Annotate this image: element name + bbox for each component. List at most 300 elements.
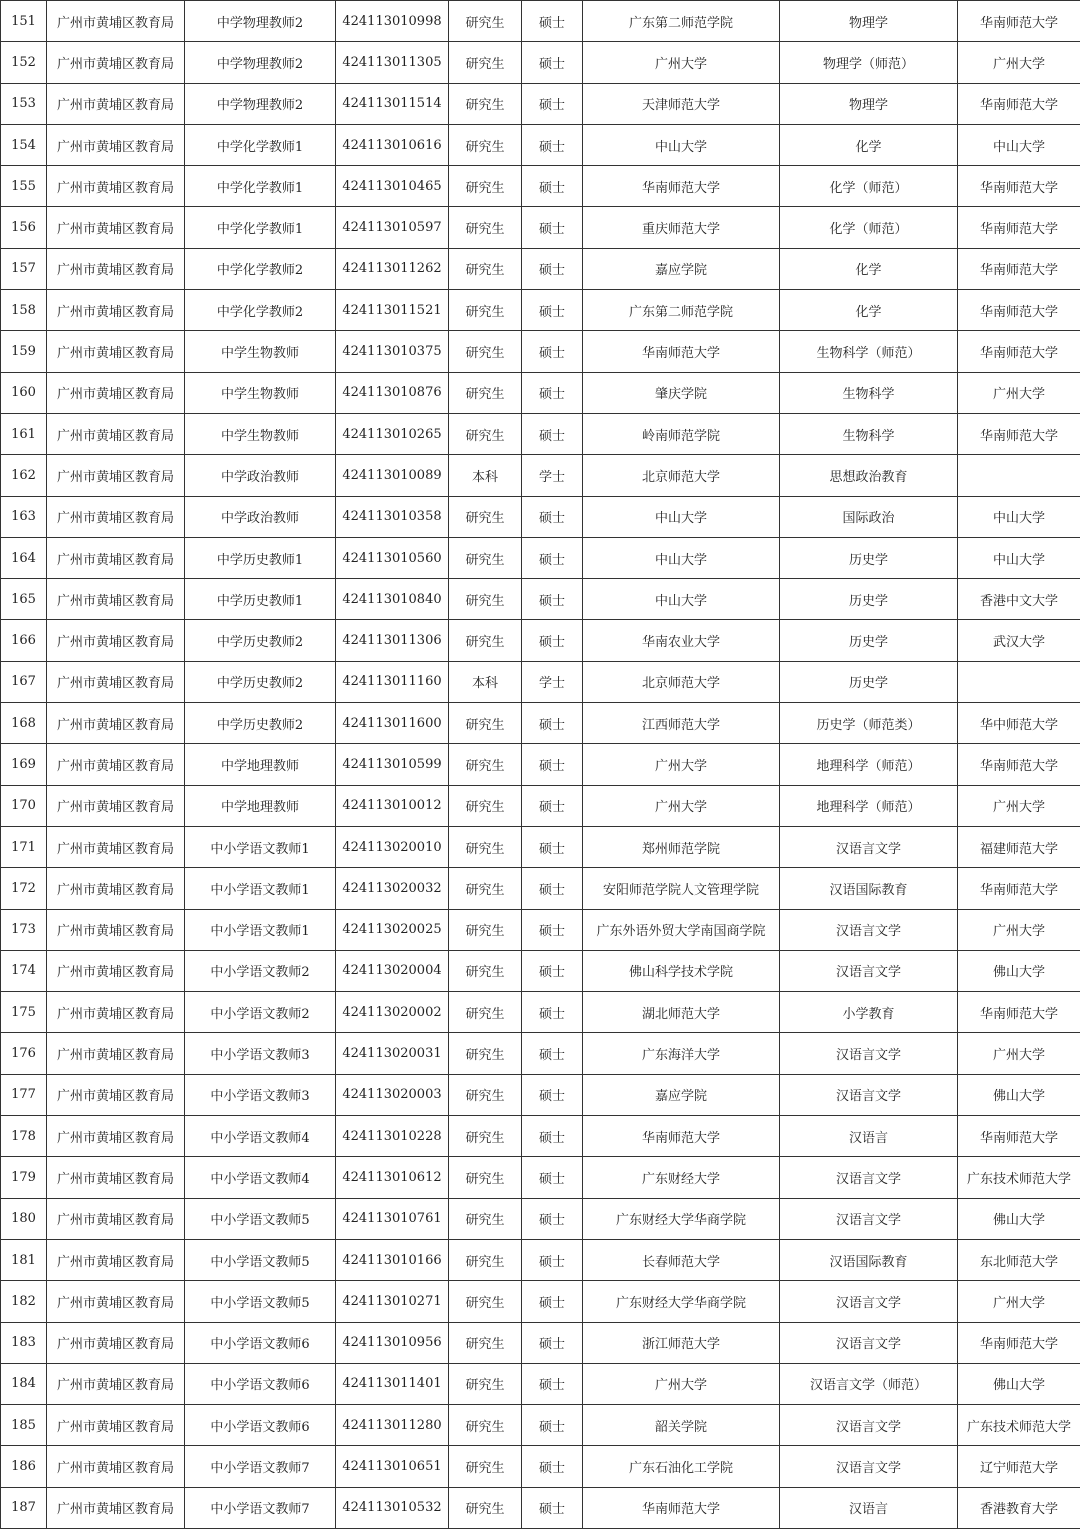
major-cell: 汉语言文学 [780,1074,958,1115]
table-row [1,950,1080,991]
undergrad-school-cell: 广东财经大学 [583,1157,780,1198]
exam-id-cell: 424113011305 [336,42,449,83]
employer-cell: 广州市黄埔区教育局 [47,1446,185,1487]
row-number-cell: 161 [1,413,47,454]
employer-cell: 广州市黄埔区教育局 [47,1116,185,1157]
row-number-cell: 170 [1,785,47,826]
undergrad-school-cell: 广州大学 [583,1363,780,1404]
degree-cell: 硕士 [522,372,583,413]
degree-cell: 硕士 [522,42,583,83]
education-cell: 研究生 [449,1405,522,1446]
major-cell: 化学 [780,124,958,165]
row-number-cell: 172 [1,868,47,909]
undergrad-school-cell: 天津师范大学 [583,83,780,124]
position-cell: 中学化学教师1 [185,166,336,207]
degree-cell: 硕士 [522,992,583,1033]
row-number-cell: 183 [1,1322,47,1363]
employer-cell: 广州市黄埔区教育局 [47,537,185,578]
row-number-cell: 159 [1,331,47,372]
position-cell: 中学历史教师2 [185,661,336,702]
degree-cell: 硕士 [522,1405,583,1446]
degree-cell: 学士 [522,661,583,702]
graduate-school-cell [958,661,1080,702]
table-row [1,1322,1080,1363]
major-cell: 汉语国际教育 [780,868,958,909]
position-cell: 中小学语文教师3 [185,1074,336,1115]
exam-id-cell: 424113010998 [336,1,449,42]
row-number-cell: 177 [1,1074,47,1115]
exam-id-cell: 424113010271 [336,1281,449,1322]
exam-id-cell: 424113020004 [336,950,449,991]
position-cell: 中学物理教师2 [185,42,336,83]
graduate-school-cell: 福建师范大学 [958,826,1080,867]
row-number-cell: 174 [1,950,47,991]
undergrad-school-cell: 嘉应学院 [583,248,780,289]
major-cell: 汉语言文学 [780,1198,958,1239]
education-cell: 研究生 [449,207,522,248]
degree-cell: 硕士 [522,785,583,826]
education-cell: 研究生 [449,1074,522,1115]
undergrad-school-cell: 广州大学 [583,42,780,83]
major-cell: 汉语言文学 [780,909,958,950]
employer-cell: 广州市黄埔区教育局 [47,1405,185,1446]
undergrad-school-cell: 华南农业大学 [583,620,780,661]
major-cell: 汉语言文学 [780,1405,958,1446]
education-cell: 研究生 [449,579,522,620]
position-cell: 中小学语文教师4 [185,1157,336,1198]
employer-cell: 广州市黄埔区教育局 [47,826,185,867]
position-cell: 中学政治教师 [185,455,336,496]
table-row [1,1074,1080,1115]
major-cell: 历史学（师范类） [780,703,958,744]
major-cell: 生物科学 [780,372,958,413]
row-number-cell: 186 [1,1446,47,1487]
degree-cell: 硕士 [522,826,583,867]
row-number-cell: 155 [1,166,47,207]
table-row [1,248,1080,289]
degree-cell: 硕士 [522,1322,583,1363]
major-cell: 化学（师范） [780,166,958,207]
table-row [1,1198,1080,1239]
major-cell: 思想政治教育 [780,455,958,496]
row-number-cell: 176 [1,1033,47,1074]
degree-cell: 硕士 [522,1074,583,1115]
position-cell: 中学化学教师1 [185,124,336,165]
table-row [1,413,1080,454]
employer-cell: 广州市黄埔区教育局 [47,248,185,289]
employer-cell: 广州市黄埔区教育局 [47,83,185,124]
education-cell: 研究生 [449,950,522,991]
graduate-school-cell: 华南师范大学 [958,1116,1080,1157]
major-cell: 汉语言 [780,1116,958,1157]
degree-cell: 硕士 [522,1116,583,1157]
position-cell: 中小学语文教师3 [185,1033,336,1074]
exam-id-cell: 424113011262 [336,248,449,289]
exam-id-cell: 424113011160 [336,661,449,702]
major-cell: 汉语言文学 [780,826,958,867]
position-cell: 中小学语文教师5 [185,1239,336,1280]
row-number-cell: 163 [1,496,47,537]
position-cell: 中学化学教师1 [185,207,336,248]
major-cell: 汉语国际教育 [780,1239,958,1280]
education-cell: 研究生 [449,1281,522,1322]
education-cell: 研究生 [449,372,522,413]
degree-cell: 硕士 [522,950,583,991]
major-cell: 小学教育 [780,992,958,1033]
degree-cell: 硕士 [522,1033,583,1074]
education-cell: 研究生 [449,1,522,42]
position-cell: 中学历史教师1 [185,537,336,578]
position-cell: 中小学语文教师5 [185,1281,336,1322]
undergrad-school-cell: 广东外语外贸大学南国商学院 [583,909,780,950]
education-cell: 研究生 [449,124,522,165]
position-cell: 中学化学教师2 [185,248,336,289]
exam-id-cell: 424113020032 [336,868,449,909]
education-cell: 研究生 [449,413,522,454]
undergrad-school-cell: 广州大学 [583,785,780,826]
degree-cell: 硕士 [522,290,583,331]
undergrad-school-cell: 中山大学 [583,124,780,165]
exam-id-cell: 424113010465 [336,166,449,207]
education-cell: 研究生 [449,537,522,578]
exam-id-cell: 424113020031 [336,1033,449,1074]
row-number-cell: 165 [1,579,47,620]
degree-cell: 硕士 [522,1281,583,1322]
graduate-school-cell: 华南师范大学 [958,207,1080,248]
undergrad-school-cell: 广东海洋大学 [583,1033,780,1074]
degree-cell: 硕士 [522,207,583,248]
row-number-cell: 187 [1,1487,47,1528]
major-cell: 化学 [780,290,958,331]
major-cell: 汉语言文学 [780,1033,958,1074]
graduate-school-cell: 佛山大学 [958,1198,1080,1239]
table-row [1,909,1080,950]
major-cell: 物理学 [780,1,958,42]
exam-id-cell: 424113011514 [336,83,449,124]
graduate-school-cell: 中山大学 [958,496,1080,537]
employer-cell: 广州市黄埔区教育局 [47,1157,185,1198]
graduate-school-cell: 佛山大学 [958,950,1080,991]
table-row [1,496,1080,537]
row-number-cell: 156 [1,207,47,248]
table-row [1,1446,1080,1487]
employer-cell: 广州市黄埔区教育局 [47,703,185,744]
position-cell: 中学地理教师 [185,744,336,785]
degree-cell: 硕士 [522,124,583,165]
undergrad-school-cell: 湖北师范大学 [583,992,780,1033]
row-number-cell: 169 [1,744,47,785]
exam-id-cell: 424113010532 [336,1487,449,1528]
exam-id-cell: 424113020025 [336,909,449,950]
graduate-school-cell: 广州大学 [958,909,1080,950]
employer-cell: 广州市黄埔区教育局 [47,950,185,991]
degree-cell: 硕士 [522,1446,583,1487]
major-cell: 历史学 [780,661,958,702]
undergrad-school-cell: 华南师范大学 [583,1487,780,1528]
major-cell: 地理科学（师范） [780,785,958,826]
education-cell: 研究生 [449,744,522,785]
major-cell: 汉语言文学（师范） [780,1363,958,1404]
position-cell: 中小学语文教师6 [185,1322,336,1363]
employer-cell: 广州市黄埔区教育局 [47,785,185,826]
employer-cell: 广州市黄埔区教育局 [47,124,185,165]
table-row [1,83,1080,124]
graduate-school-cell: 香港教育大学 [958,1487,1080,1528]
undergrad-school-cell: 北京师范大学 [583,661,780,702]
exam-id-cell: 424113010612 [336,1157,449,1198]
position-cell: 中小学语文教师2 [185,992,336,1033]
graduate-school-cell: 广州大学 [958,42,1080,83]
exam-id-cell: 424113010761 [336,1198,449,1239]
undergrad-school-cell: 江西师范大学 [583,703,780,744]
position-cell: 中小学语文教师1 [185,909,336,950]
undergrad-school-cell: 安阳师范学院人文管理学院 [583,868,780,909]
education-cell: 研究生 [449,909,522,950]
exam-id-cell: 424113011521 [336,290,449,331]
degree-cell: 硕士 [522,744,583,785]
graduate-school-cell: 华中师范大学 [958,703,1080,744]
table-row [1,744,1080,785]
row-number-cell: 162 [1,455,47,496]
row-number-cell: 182 [1,1281,47,1322]
undergrad-school-cell: 广东第二师范学院 [583,290,780,331]
degree-cell: 硕士 [522,1157,583,1198]
employer-cell: 广州市黄埔区教育局 [47,290,185,331]
degree-cell: 硕士 [522,620,583,661]
education-cell: 研究生 [449,1322,522,1363]
table-row [1,992,1080,1033]
exam-id-cell: 424113020003 [336,1074,449,1115]
exam-id-cell: 424113010956 [336,1322,449,1363]
undergrad-school-cell: 中山大学 [583,579,780,620]
major-cell: 汉语言文学 [780,1157,958,1198]
exam-id-cell: 424113010597 [336,207,449,248]
undergrad-school-cell: 岭南师范学院 [583,413,780,454]
education-cell: 研究生 [449,1239,522,1280]
row-number-cell: 157 [1,248,47,289]
exam-id-cell: 424113011600 [336,703,449,744]
exam-id-cell: 424113010840 [336,579,449,620]
exam-id-cell: 424113020002 [336,992,449,1033]
position-cell: 中学生物教师 [185,413,336,454]
undergrad-school-cell: 华南师范大学 [583,1116,780,1157]
table-row [1,124,1080,165]
graduate-school-cell: 华南师范大学 [958,992,1080,1033]
employer-cell: 广州市黄埔区教育局 [47,909,185,950]
position-cell: 中小学语文教师1 [185,868,336,909]
degree-cell: 硕士 [522,1487,583,1528]
graduate-school-cell [958,455,1080,496]
graduate-school-cell: 佛山大学 [958,1074,1080,1115]
major-cell: 历史学 [780,579,958,620]
position-cell: 中学历史教师2 [185,620,336,661]
exam-id-cell: 424113010166 [336,1239,449,1280]
employer-cell: 广州市黄埔区教育局 [47,868,185,909]
graduate-school-cell: 广州大学 [958,1033,1080,1074]
major-cell: 历史学 [780,620,958,661]
employer-cell: 广州市黄埔区教育局 [47,1322,185,1363]
graduate-school-cell: 武汉大学 [958,620,1080,661]
degree-cell: 硕士 [522,83,583,124]
degree-cell: 硕士 [522,1198,583,1239]
table-row [1,455,1080,496]
table-row [1,537,1080,578]
employer-cell: 广州市黄埔区教育局 [47,1239,185,1280]
education-cell: 研究生 [449,496,522,537]
education-cell: 研究生 [449,1487,522,1528]
exam-id-cell: 424113010599 [336,744,449,785]
row-number-cell: 173 [1,909,47,950]
employer-cell: 广州市黄埔区教育局 [47,1033,185,1074]
employer-cell: 广州市黄埔区教育局 [47,166,185,207]
exam-id-cell: 424113011401 [336,1363,449,1404]
row-number-cell: 180 [1,1198,47,1239]
employer-cell: 广州市黄埔区教育局 [47,372,185,413]
undergrad-school-cell: 华南师范大学 [583,166,780,207]
row-number-cell: 166 [1,620,47,661]
position-cell: 中学物理教师2 [185,83,336,124]
education-cell: 本科 [449,661,522,702]
employer-cell: 广州市黄埔区教育局 [47,1074,185,1115]
graduate-school-cell: 香港中文大学 [958,579,1080,620]
table-row [1,1363,1080,1404]
exam-id-cell: 424113010265 [336,413,449,454]
undergrad-school-cell: 华南师范大学 [583,331,780,372]
employer-cell: 广州市黄埔区教育局 [47,1487,185,1528]
degree-cell: 硕士 [522,1363,583,1404]
table-row [1,1,1080,42]
graduate-school-cell: 广州大学 [958,785,1080,826]
position-cell: 中学历史教师2 [185,703,336,744]
exam-id-cell: 424113010358 [336,496,449,537]
degree-cell: 硕士 [522,1239,583,1280]
education-cell: 研究生 [449,166,522,207]
education-cell: 研究生 [449,1157,522,1198]
exam-id-cell: 424113010089 [336,455,449,496]
row-number-cell: 151 [1,1,47,42]
undergrad-school-cell: 佛山科学技术学院 [583,950,780,991]
graduate-school-cell: 华南师范大学 [958,290,1080,331]
employer-cell: 广州市黄埔区教育局 [47,1198,185,1239]
employer-cell: 广州市黄埔区教育局 [47,579,185,620]
major-cell: 物理学 [780,83,958,124]
major-cell: 汉语言文学 [780,1322,958,1363]
position-cell: 中小学语文教师4 [185,1116,336,1157]
degree-cell: 硕士 [522,1,583,42]
graduate-school-cell: 中山大学 [958,537,1080,578]
undergrad-school-cell: 北京师范大学 [583,455,780,496]
exam-id-cell: 424113020010 [336,826,449,867]
employer-cell: 广州市黄埔区教育局 [47,413,185,454]
table-row [1,1033,1080,1074]
table-row [1,1239,1080,1280]
row-number-cell: 179 [1,1157,47,1198]
position-cell: 中学政治教师 [185,496,336,537]
exam-id-cell: 424113011280 [336,1405,449,1446]
position-cell: 中小学语文教师7 [185,1446,336,1487]
row-number-cell: 175 [1,992,47,1033]
education-cell: 研究生 [449,1116,522,1157]
table-row [1,661,1080,702]
employer-cell: 广州市黄埔区教育局 [47,744,185,785]
table-row [1,331,1080,372]
table-row [1,207,1080,248]
education-cell: 研究生 [449,1446,522,1487]
graduate-school-cell: 辽宁师范大学 [958,1446,1080,1487]
table-row [1,785,1080,826]
undergrad-school-cell: 广东石油化工学院 [583,1446,780,1487]
exam-id-cell: 424113010651 [336,1446,449,1487]
undergrad-school-cell: 广东财经大学华商学院 [583,1281,780,1322]
table-row [1,290,1080,331]
graduate-school-cell: 华南师范大学 [958,1,1080,42]
row-number-cell: 168 [1,703,47,744]
exam-id-cell: 424113010876 [336,372,449,413]
row-number-cell: 171 [1,826,47,867]
education-cell: 研究生 [449,620,522,661]
employer-cell: 广州市黄埔区教育局 [47,455,185,496]
exam-id-cell: 424113010228 [336,1116,449,1157]
major-cell: 汉语言 [780,1487,958,1528]
row-number-cell: 153 [1,83,47,124]
undergrad-school-cell: 浙江师范大学 [583,1322,780,1363]
major-cell: 化学（师范） [780,207,958,248]
position-cell: 中小学语文教师5 [185,1198,336,1239]
position-cell: 中学物理教师2 [185,1,336,42]
undergrad-school-cell: 肇庆学院 [583,372,780,413]
table-row [1,42,1080,83]
employer-cell: 广州市黄埔区教育局 [47,1363,185,1404]
degree-cell: 硕士 [522,331,583,372]
row-number-cell: 184 [1,1363,47,1404]
graduate-school-cell: 华南师范大学 [958,83,1080,124]
degree-cell: 硕士 [522,537,583,578]
position-cell: 中学历史教师1 [185,579,336,620]
table-body [1,1,1080,1529]
position-cell: 中小学语文教师2 [185,950,336,991]
position-cell: 中学生物教师 [185,331,336,372]
employer-cell: 广州市黄埔区教育局 [47,496,185,537]
row-number-cell: 164 [1,537,47,578]
degree-cell: 硕士 [522,413,583,454]
education-cell: 研究生 [449,868,522,909]
exam-id-cell: 424113010616 [336,124,449,165]
major-cell: 汉语言文学 [780,950,958,991]
exam-id-cell: 424113010012 [336,785,449,826]
employer-cell: 广州市黄埔区教育局 [47,1,185,42]
education-cell: 研究生 [449,248,522,289]
table-row [1,1281,1080,1322]
degree-cell: 硕士 [522,909,583,950]
row-number-cell: 167 [1,661,47,702]
table-row [1,868,1080,909]
major-cell: 化学 [780,248,958,289]
graduate-school-cell: 华南师范大学 [958,248,1080,289]
table-row [1,826,1080,867]
graduate-school-cell: 广东技术师范大学 [958,1405,1080,1446]
education-cell: 本科 [449,455,522,496]
graduate-school-cell: 佛山大学 [958,1363,1080,1404]
undergrad-school-cell: 广州大学 [583,744,780,785]
row-number-cell: 160 [1,372,47,413]
education-cell: 研究生 [449,1198,522,1239]
major-cell: 汉语言文学 [780,1446,958,1487]
major-cell: 汉语言文学 [780,1281,958,1322]
table-row [1,1157,1080,1198]
degree-cell: 硕士 [522,868,583,909]
row-number-cell: 154 [1,124,47,165]
undergrad-school-cell: 长春师范大学 [583,1239,780,1280]
